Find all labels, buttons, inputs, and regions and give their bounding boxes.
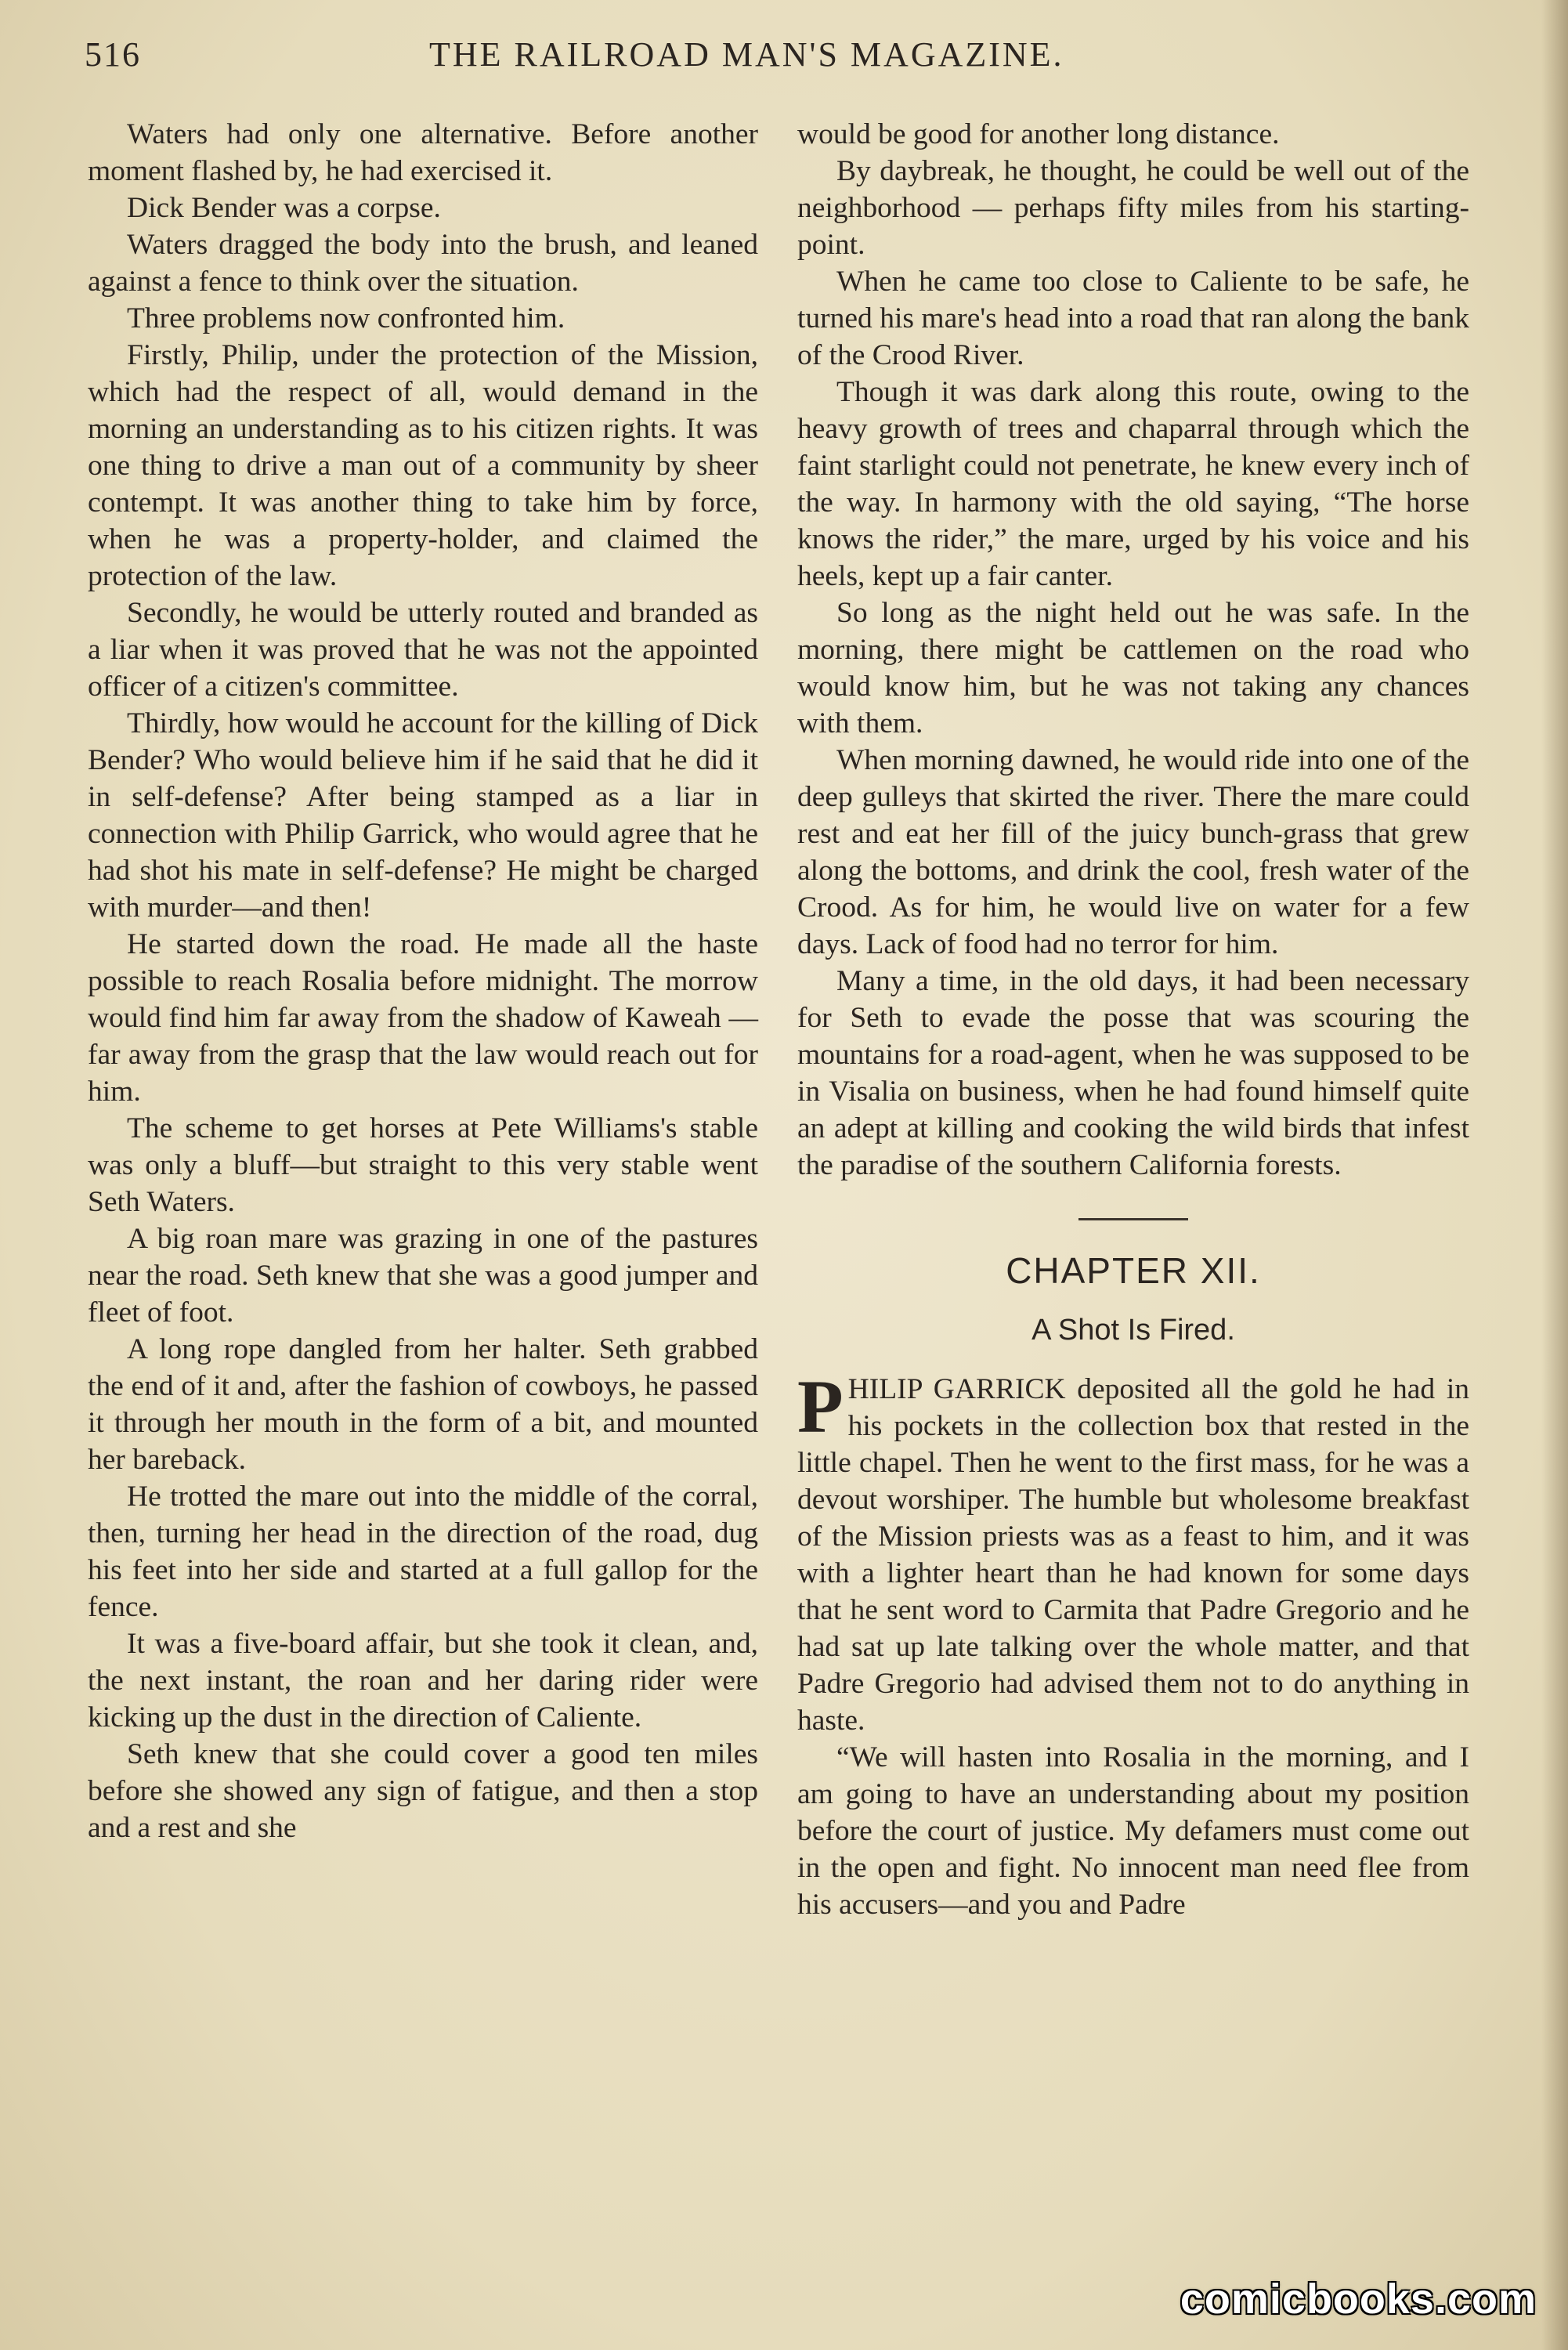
page-number: 516 <box>85 35 141 74</box>
paragraph: The scheme to get horses at Pete Williams's stable was only a bluff—but straight to this very stable went Seth Waters. <box>88 1112 758 1218</box>
watermark-logo: comicbooks.com <box>1180 2276 1537 2323</box>
paragraph: “We will hasten into Rosalia in the morning, and I am going to have an understanding about my position before the court of justice. My defamers must come out in the open and fight. No innocent man need flee from his accusers—and you and Padre <box>797 1741 1469 1921</box>
paragraph: Many a time, in the old days, it had been necessary for Seth to evade the posse that was scouring the mountains for a road-agent, when he was supposed to be in Visalia on business, when he had found himself quite an adept at killing and cooking the wild birds that infest the paradise of the southern California forests. <box>797 965 1469 1181</box>
running-head: THE RAILROAD MAN'S MAGAZINE. <box>429 35 1064 74</box>
left-column <box>88 116 758 1846</box>
paragraph: A big roan mare was grazing in one of the pastures near the road. Seth knew that she was a good jumper and fleet of foot. <box>88 1223 758 1329</box>
drop-cap: P <box>797 1365 844 1448</box>
section-divider <box>1078 1218 1188 1220</box>
paragraph: He started down the road. He made all the haste possible to reach Rosalia before midnight. The morrow would find him far away from the shadow of Kaweah — far away from the grasp that the law would reach out for him. <box>88 928 758 1108</box>
paragraph: When he came too close to Caliente to be safe, he turned his mare's head into a road that ran along the bank of the Crood River. <box>797 266 1469 371</box>
paragraph: It was a five-board affair, but she took it clean, and, the next instant, the roan and her daring rider were kicking up the dust in the direction of Caliente. <box>88 1628 758 1734</box>
paragraph: Waters dragged the body into the brush, and leaned against a fence to think over the situation. <box>88 229 758 298</box>
paragraph: He trotted the mare out into the middle of the corral, then, turning her head in the direction of the road, dug his feet into her side and started at a full gallop for the fence. <box>88 1480 758 1623</box>
paragraph: Secondly, he would be utterly routed and branded as a liar when it was proved that he was not the appointed officer of a citizen's committee. <box>88 597 758 703</box>
paragraph: Dick Bender was a corpse. <box>127 192 441 224</box>
paragraph: Firstly, Philip, under the protection of the Mission, which had the respect of all, would demand in the morning an understanding as to his citizen rights. It was one thing to drive a man out of a community by sheer contempt. It was another thing to take him by force, when he was a property-holder, and claimed the protection of the law. <box>88 339 758 592</box>
paragraph: Thirdly, how would he account for the killing of Dick Bender? Who would believe him if he said that he did it in self-defense? After being stamped as a liar in connection with Philip Garrick, who would agree that he had shot his mate in self-defense? He might be charged with murder—and then! <box>88 707 758 924</box>
paragraph-continued: would be good for another long distance. <box>797 118 1280 150</box>
paragraph: Waters had only one alternative. Before another moment flashed by, he had exercised it. <box>88 118 758 187</box>
paragraph: By daybreak, he thought, he could be well out of the neighborhood — perhaps fifty miles from his starting-point. <box>797 155 1469 261</box>
right-column <box>797 116 1469 1923</box>
chapter-title: CHAPTER XII. <box>1006 1250 1261 1291</box>
paragraph: When morning dawned, he would ride into one of the deep gulleys that skirted the river. There the mare could rest and eat her fill of the juicy bunch-grass that grew along the bottoms, and drink the cool, fresh water of the Crood. As for him, he would live on water for a few days. Lack of food had no terror for him. <box>797 744 1469 960</box>
paragraph: Seth knew that she could cover a good ten miles before she showed any sign of fatigue, and then a stop and a rest and she <box>88 1738 758 1844</box>
paragraph: A long rope dangled from her halter. Seth grabbed the end of it and, after the fashion of cowboys, he passed it through her mouth in the form of a bit, and mounted her bareback. <box>88 1333 758 1476</box>
chapter-subtitle: A Shot Is Fired. <box>1031 1314 1235 1347</box>
first-paragraph-text: HILIP GARRICK deposited all the gold he had in his pockets in the collection box that rested in the little chapel. Then he went to the first mass, for he was a devout worshiper. The humble but wholesome breakfast of the Mission priests was as a feast to him, and it was with a lighter heart than he had known for some days that he sent word to Carmita that Padre Gregorio and he had sat up late talking over the whole matter, and that Padre Gregorio had advised them not to do anything in haste. <box>797 1373 1469 1737</box>
page-header <box>85 34 1518 81</box>
paragraph: Though it was dark along this route, owing to the heavy growth of trees and chaparral through which the faint starlight could not penetrate, he knew every inch of the way. In harmony with the old saying, “The horse knows the rider,” the mare, urged by his voice and his heels, kept up a fair canter. <box>797 376 1469 592</box>
paragraph: So long as the night held out he was safe. In the morning, there might be cattlemen on the road who would know him, but he was not taking any chances with them. <box>797 597 1469 739</box>
paragraph: Three problems now confronted him. <box>127 302 565 334</box>
chapter-first-paragraph <box>797 1365 1469 1739</box>
